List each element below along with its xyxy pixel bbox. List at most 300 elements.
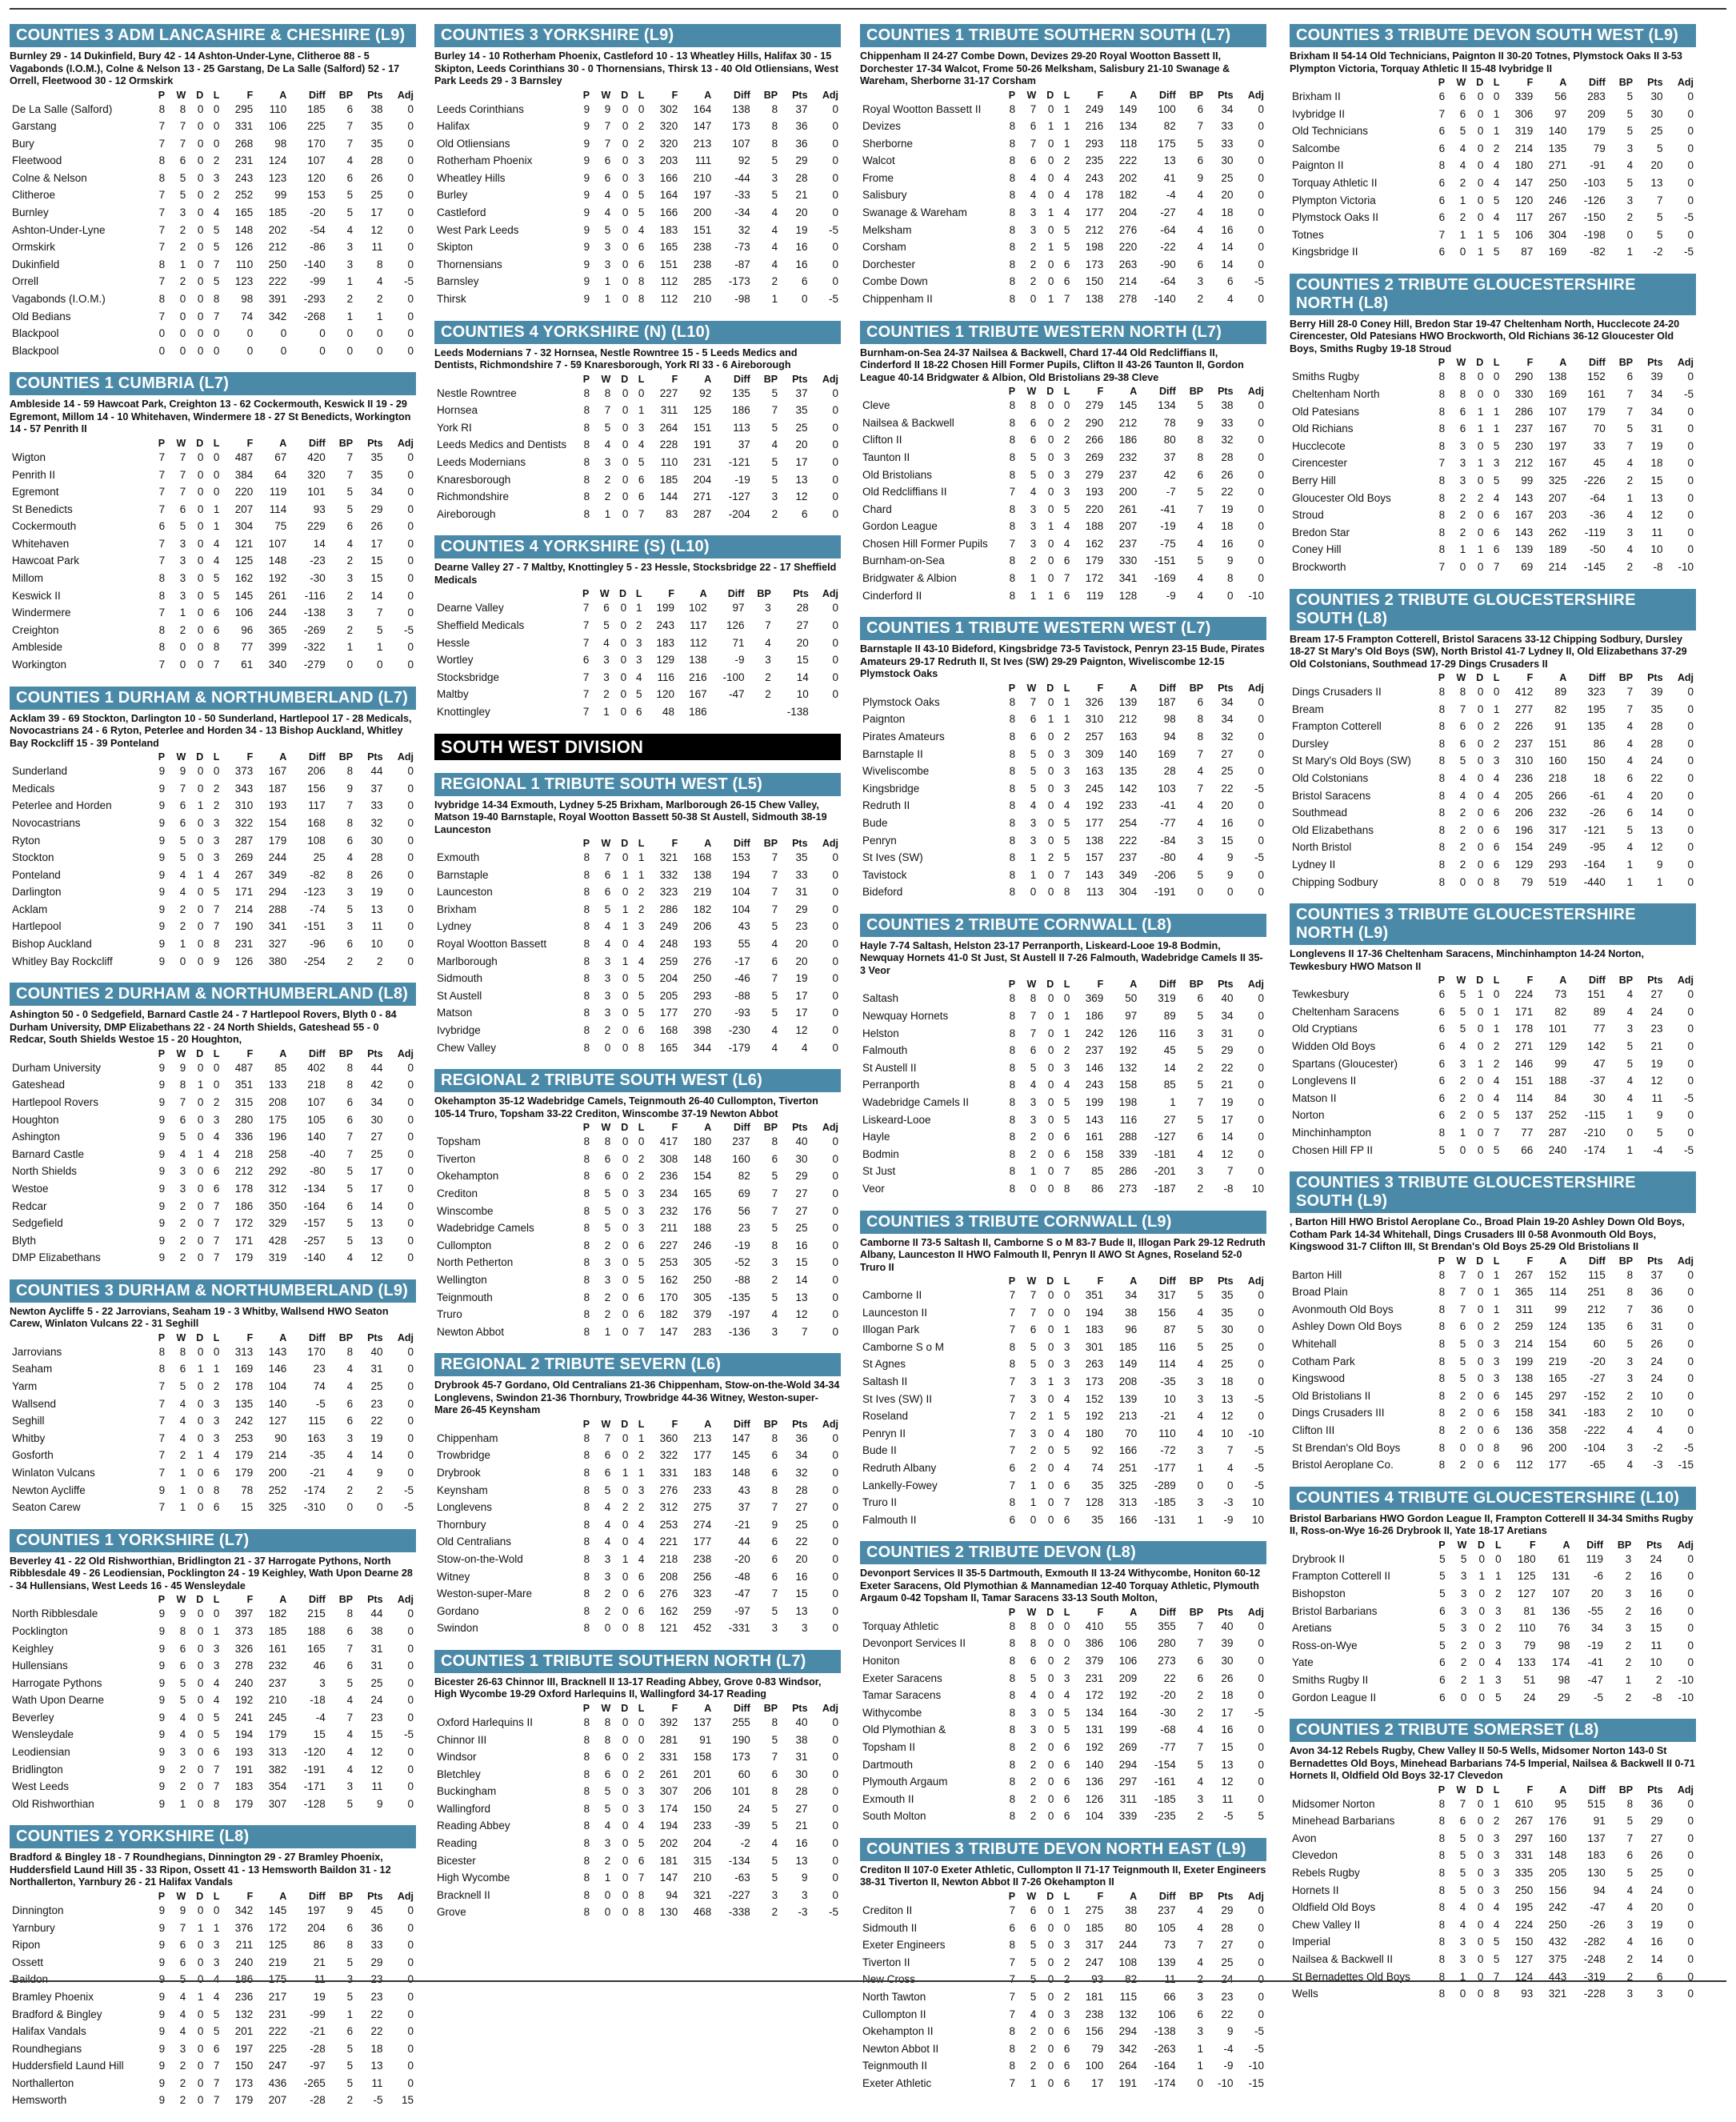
stat-cell: 0 bbox=[407, 799, 414, 812]
stat-cell: 8 bbox=[1009, 502, 1016, 515]
stat-cell: 1 bbox=[1459, 228, 1466, 241]
stat-cell: 17 bbox=[795, 989, 808, 1002]
stat-cell: 138 bbox=[1514, 1372, 1534, 1385]
stat-cell: 0 bbox=[1063, 1620, 1070, 1632]
stat-cell: 9 bbox=[158, 1694, 166, 1707]
stat-cell: 2 bbox=[771, 1273, 778, 1286]
table-row bbox=[1290, 106, 1696, 123]
table-row bbox=[434, 273, 841, 290]
table-row bbox=[860, 118, 1266, 135]
stat-cell: 2 bbox=[377, 1483, 383, 1496]
stat-cell: 7 bbox=[1009, 1375, 1016, 1387]
stat-cell: 9 bbox=[377, 1797, 383, 1810]
stat-cell: 138 bbox=[693, 868, 712, 881]
team-name: West Leeds bbox=[12, 1780, 70, 1793]
column-header: BP bbox=[763, 373, 778, 385]
stat-cell: 7 bbox=[1626, 405, 1634, 418]
stat-cell: 4 bbox=[1197, 1776, 1204, 1788]
stat-cell: 0 bbox=[1477, 1988, 1484, 2000]
column-header: L bbox=[638, 1122, 645, 1134]
stat-cell: 167 bbox=[268, 765, 287, 778]
stat-cell: 183 bbox=[1587, 1849, 1606, 1862]
stat-cell: 7 bbox=[158, 607, 166, 619]
stat-cell: 4 bbox=[1493, 159, 1500, 172]
stat-cell: 0 bbox=[638, 386, 645, 399]
stat-cell: 3 bbox=[1063, 747, 1070, 760]
stat-cell: 2 bbox=[1493, 1057, 1500, 1070]
stat-cell: 39 bbox=[1650, 370, 1663, 383]
stat-cell: 3 bbox=[179, 572, 186, 585]
stat-cell: 0 bbox=[1478, 1639, 1486, 1652]
stat-cell: -5 bbox=[403, 1728, 414, 1741]
stat-cell: 0 bbox=[622, 1820, 629, 1832]
stat-cell: 231 bbox=[234, 938, 254, 951]
league-block bbox=[10, 1825, 416, 2109]
stat-cell: 1 bbox=[1477, 422, 1484, 435]
stat-cell: 9 bbox=[158, 782, 166, 795]
stat-cell: 6 bbox=[638, 1239, 645, 1251]
column-3 bbox=[860, 24, 1266, 2104]
stat-cell: 3 bbox=[346, 241, 354, 254]
stat-cell: 0 bbox=[1197, 1479, 1204, 1491]
table-row bbox=[1290, 209, 1696, 226]
stat-cell: 200 bbox=[1548, 1441, 1567, 1454]
column-header: L bbox=[1063, 1606, 1070, 1618]
stat-cell: 6 bbox=[1459, 720, 1466, 733]
stat-cell: 7 bbox=[213, 1763, 220, 1776]
stat-cell: 128 bbox=[1118, 589, 1138, 602]
stat-cell: 247 bbox=[1085, 1956, 1104, 1968]
stat-cell: 0 bbox=[1687, 1918, 1694, 1931]
team-name: Kingsbridge II bbox=[1292, 246, 1358, 258]
stat-cell: 9 bbox=[158, 1217, 166, 1230]
stat-cell: 29 bbox=[1221, 1044, 1234, 1057]
stat-cell: 0 bbox=[638, 102, 645, 115]
stat-cell: 6 bbox=[638, 490, 645, 503]
stat-cell: 6 bbox=[771, 1466, 778, 1479]
stat-cell: 3 bbox=[213, 816, 220, 829]
stat-cell: 8 bbox=[583, 1041, 590, 1054]
stat-cell: 0 bbox=[1477, 142, 1484, 154]
team-name: Okehampton bbox=[437, 1170, 499, 1183]
stat-cell: 186 bbox=[732, 404, 750, 417]
column-header: Adj bbox=[822, 1702, 838, 1714]
stat-cell: 5 bbox=[1460, 1552, 1467, 1565]
stat-cell: 5 bbox=[771, 989, 778, 1002]
stat-cell: 104 bbox=[732, 886, 750, 899]
stat-cell: 3 bbox=[179, 206, 186, 219]
stat-cell: 0 bbox=[622, 1535, 629, 1548]
stat-cell: 5 bbox=[1626, 1815, 1634, 1828]
league-title: COUNTIES 2 DURHAM & NORTHUMBERLAND (L8) bbox=[10, 983, 416, 1006]
stat-cell: 205 bbox=[659, 989, 678, 1002]
stat-cell: 358 bbox=[1548, 1423, 1567, 1436]
column-header: BP bbox=[763, 838, 778, 850]
stat-cell: 43 bbox=[738, 920, 750, 933]
stat-cell: 4 bbox=[1626, 509, 1634, 522]
stat-cell: 0 bbox=[622, 1222, 629, 1235]
stat-cell: 20 bbox=[1221, 799, 1234, 812]
stat-cell: 1 bbox=[213, 1921, 220, 1934]
stat-cell: 5 bbox=[179, 851, 186, 864]
stat-cell: 0 bbox=[1258, 258, 1264, 270]
stat-cell: 4 bbox=[1030, 486, 1037, 498]
stat-cell: 7 bbox=[346, 1642, 354, 1655]
stat-cell: 245 bbox=[1085, 782, 1104, 795]
stat-cell: 4 bbox=[179, 1147, 186, 1160]
stat-cell: 0 bbox=[1047, 1956, 1054, 1968]
stat-cell: 3 bbox=[1063, 1672, 1070, 1684]
stat-cell: 4 bbox=[604, 1535, 611, 1548]
stat-cell: 2 bbox=[1459, 1423, 1466, 1436]
stat-cell: 278 bbox=[1118, 293, 1138, 306]
stat-cell: 4 bbox=[213, 1676, 220, 1689]
stat-cell: 101 bbox=[732, 1785, 750, 1798]
table-row bbox=[1290, 1654, 1696, 1672]
stat-cell: 0 bbox=[1258, 1306, 1264, 1319]
table-row bbox=[1290, 683, 1696, 701]
stat-cell: 0 bbox=[407, 206, 414, 219]
stat-cell: 0 bbox=[832, 1273, 838, 1286]
stat-cell: 7 bbox=[771, 972, 778, 985]
stat-cell: 83 bbox=[666, 507, 678, 520]
stat-cell: 7 bbox=[802, 1325, 808, 1338]
stat-cell: -226 bbox=[1583, 474, 1606, 486]
stat-cell: 1 bbox=[1459, 1970, 1466, 1983]
stat-cell: 123 bbox=[268, 171, 287, 184]
team-name: South Molton bbox=[862, 1810, 926, 1823]
header-blank bbox=[10, 90, 150, 101]
stat-cell: 138 bbox=[732, 102, 750, 115]
stat-cell: 0 bbox=[197, 2076, 204, 2089]
stat-cell: 26 bbox=[370, 868, 383, 881]
stat-cell: 0 bbox=[197, 154, 204, 167]
stat-cell: 2 bbox=[1197, 1706, 1204, 1719]
table-row bbox=[1290, 1985, 1696, 2003]
stat-cell: 4 bbox=[213, 537, 220, 550]
stat-cell: 0 bbox=[407, 1095, 414, 1108]
stat-cell: 5 bbox=[1030, 1340, 1037, 1353]
table-row bbox=[10, 1640, 416, 1658]
stat-cell: 2 bbox=[1460, 1673, 1467, 1686]
team-name: Huddersfield Laund Hill bbox=[12, 2060, 124, 2072]
stat-cell: -191 bbox=[303, 1763, 326, 1776]
table-row bbox=[860, 587, 1266, 605]
stat-cell: 3 bbox=[1626, 142, 1634, 154]
team-name: Old Redcliffians II bbox=[862, 486, 947, 498]
stat-cell: 115 bbox=[1588, 1268, 1606, 1281]
stat-cell: 16 bbox=[1650, 1570, 1662, 1583]
stat-cell: 0 bbox=[407, 241, 414, 254]
stat-cell: 204 bbox=[307, 1921, 326, 1934]
stat-cell: 0 bbox=[1687, 1622, 1694, 1635]
stat-cell: 6 bbox=[1030, 1655, 1037, 1667]
table-row bbox=[1290, 856, 1696, 874]
stat-cell: 125 bbox=[268, 1939, 287, 1952]
table-row bbox=[434, 506, 841, 523]
stat-cell: 92 bbox=[738, 154, 750, 167]
column-header: Adj bbox=[1247, 89, 1264, 101]
stat-cell: 8 bbox=[1438, 159, 1446, 172]
league-block bbox=[860, 914, 1266, 1198]
column-header: F bbox=[246, 751, 254, 763]
stat-cell: 0 bbox=[1460, 1691, 1467, 1704]
stat-cell: -154 bbox=[1154, 1758, 1176, 1771]
table-row bbox=[860, 1007, 1266, 1025]
stat-cell: -20 bbox=[310, 206, 326, 219]
stat-cell: 8 bbox=[1009, 1724, 1016, 1736]
column-header: Diff bbox=[1158, 682, 1176, 694]
column-header: W bbox=[1026, 1275, 1037, 1287]
stat-cell: 2 bbox=[1063, 1655, 1070, 1667]
table-row bbox=[1290, 1620, 1696, 1637]
stat-cell: 106 bbox=[1118, 1637, 1138, 1650]
stat-cell: -91 bbox=[1590, 159, 1606, 172]
league-table bbox=[434, 588, 841, 720]
table-header-row bbox=[434, 90, 841, 101]
stat-cell: 294 bbox=[1118, 1758, 1138, 1771]
stat-cell: 8 bbox=[583, 473, 590, 486]
stat-cell: 4 bbox=[1626, 737, 1634, 750]
stat-cell: 15 bbox=[1650, 1622, 1662, 1635]
column-header: Pts bbox=[792, 1702, 808, 1714]
stat-cell: 0 bbox=[1258, 1921, 1264, 1934]
stat-cell: 6 bbox=[1197, 154, 1204, 167]
stat-cell: 7 bbox=[1438, 107, 1446, 120]
table-row bbox=[10, 2006, 416, 2024]
stat-cell: 27 bbox=[1221, 747, 1234, 760]
team-name: Knaresborough bbox=[437, 473, 511, 486]
stat-cell: 0 bbox=[1687, 1901, 1694, 1914]
team-name: Aireborough bbox=[437, 507, 496, 520]
stat-cell: 6 bbox=[1438, 1005, 1446, 1018]
table-row bbox=[860, 1773, 1266, 1791]
stat-cell: -27 bbox=[1590, 1372, 1606, 1385]
stat-cell: 202 bbox=[268, 223, 287, 236]
league-title: COUNTIES 1 DURHAM & NORTHUMBERLAND (L7) bbox=[10, 687, 416, 710]
team-name: Halifax bbox=[437, 120, 470, 133]
stat-cell: 22 bbox=[1221, 2008, 1234, 2020]
stat-cell: 2 bbox=[1030, 1810, 1037, 1823]
team-name: Ryton bbox=[12, 834, 41, 847]
stat-cell: -171 bbox=[303, 1780, 326, 1793]
stat-cell: 9 bbox=[158, 2008, 166, 2020]
stat-cell: 42 bbox=[370, 1079, 383, 1091]
stat-cell: 3 bbox=[1063, 1939, 1070, 1952]
table-row bbox=[1290, 174, 1696, 192]
stat-cell: 2 bbox=[604, 1291, 611, 1303]
stat-cell: 37 bbox=[795, 102, 808, 115]
stat-cell: 214 bbox=[1514, 1338, 1534, 1350]
stat-cell: 0 bbox=[622, 1837, 629, 1850]
stat-cell: 0 bbox=[832, 851, 838, 864]
stat-cell: 125 bbox=[1518, 1570, 1536, 1583]
table-row bbox=[10, 308, 416, 326]
stat-cell: 5 bbox=[1438, 1143, 1446, 1156]
stat-cell: 2 bbox=[1030, 555, 1037, 567]
stat-cell: 0 bbox=[832, 1733, 838, 1746]
stat-cell: 0 bbox=[213, 765, 220, 778]
league-title: COUNTIES 4 YORKSHIRE (S) (L10) bbox=[434, 535, 841, 559]
table-row bbox=[10, 1726, 416, 1744]
stat-cell: 152 bbox=[1548, 1268, 1567, 1281]
stat-cell: 5 bbox=[1493, 1936, 1500, 1948]
header-blank bbox=[1290, 672, 1430, 683]
stat-cell: 146 bbox=[268, 1363, 287, 1375]
stat-cell: 5 bbox=[213, 2008, 220, 2020]
stat-cell: 384 bbox=[234, 468, 254, 481]
column-header: Diff bbox=[727, 588, 745, 600]
stat-cell: 0 bbox=[407, 1694, 414, 1707]
table-row bbox=[434, 1271, 841, 1289]
stat-cell: 39 bbox=[1221, 1637, 1234, 1650]
stat-cell: 0 bbox=[1477, 1303, 1484, 1315]
stat-cell: -191 bbox=[1154, 886, 1176, 899]
stat-cell: 6 bbox=[1459, 737, 1466, 750]
stat-cell: 319 bbox=[1158, 992, 1176, 1005]
stat-cell: -185 bbox=[1154, 1496, 1176, 1509]
table-row bbox=[434, 1447, 841, 1464]
stat-cell: 5 bbox=[1459, 1372, 1466, 1385]
table-row bbox=[860, 1407, 1266, 1425]
table-row bbox=[1290, 1353, 1696, 1371]
stat-cell: 8 bbox=[1009, 1165, 1016, 1178]
stat-cell: 6 bbox=[638, 241, 645, 254]
stat-cell: 2 bbox=[1063, 1973, 1070, 1986]
table-row bbox=[434, 1620, 841, 1637]
stat-cell: 9 bbox=[1657, 1109, 1663, 1122]
stat-cell: 8 bbox=[1438, 841, 1446, 854]
stat-cell: 0 bbox=[197, 623, 204, 636]
column-header: Diff bbox=[733, 1418, 750, 1430]
stat-cell: 0 bbox=[407, 1624, 414, 1637]
column-header: P bbox=[158, 1890, 166, 1902]
team-name: St Brendan's Old Boys bbox=[1292, 1441, 1401, 1454]
team-name: Chosen Hill Former Pupils bbox=[862, 537, 988, 550]
table-row bbox=[860, 1391, 1266, 1408]
stat-cell: 5 bbox=[346, 1165, 354, 1178]
stat-cell: 4 bbox=[213, 1131, 220, 1143]
stat-cell: 2 bbox=[1495, 1622, 1502, 1635]
stat-cell: 4 bbox=[1197, 241, 1204, 254]
stat-cell: 3 bbox=[1030, 816, 1037, 829]
stat-cell: 139 bbox=[1158, 1956, 1176, 1968]
stat-cell: 14 bbox=[1650, 1952, 1663, 1965]
stat-cell: 8 bbox=[1009, 1655, 1016, 1667]
stat-cell: 188 bbox=[1085, 520, 1104, 533]
stat-cell: 198 bbox=[1118, 1095, 1138, 1108]
stat-cell: -64 bbox=[1590, 491, 1606, 504]
stat-cell: 19 bbox=[1650, 1057, 1663, 1070]
stat-cell: 194 bbox=[659, 1820, 678, 1832]
stat-cell: 78 bbox=[1163, 416, 1176, 429]
table-row bbox=[860, 2057, 1266, 2075]
stat-cell: 2 bbox=[346, 955, 354, 967]
stat-cell: 4 bbox=[771, 1041, 778, 1054]
stat-cell: 342 bbox=[1118, 2042, 1138, 2055]
league-title: COUNTIES 1 TRIBUTE WESTERN WEST (L7) bbox=[860, 617, 1266, 640]
stat-cell: 0 bbox=[1687, 228, 1694, 241]
stat-cell: 7 bbox=[1626, 686, 1634, 699]
team-name: Old Technicians bbox=[1292, 125, 1369, 138]
stat-cell: 25 bbox=[1221, 1340, 1234, 1353]
stat-cell: 7 bbox=[377, 607, 383, 619]
stat-cell: 12 bbox=[795, 1308, 808, 1321]
stat-cell: 0 bbox=[622, 120, 629, 133]
stat-cell: 8 bbox=[1438, 405, 1446, 418]
stat-cell: 19 bbox=[795, 223, 808, 236]
column-header: W bbox=[176, 1890, 186, 1902]
stat-cell: 7 bbox=[582, 671, 590, 683]
stat-cell: 8 bbox=[1438, 1849, 1446, 1862]
stat-cell: 6 bbox=[1493, 526, 1500, 539]
stat-cell: 6 bbox=[604, 868, 611, 881]
stat-cell: 9 bbox=[1227, 2025, 1234, 2038]
stat-cell: 139 bbox=[1118, 695, 1138, 708]
stat-cell: 4 bbox=[1493, 491, 1500, 504]
team-name: Wheatley Hills bbox=[437, 171, 506, 184]
stat-cell: 7 bbox=[179, 120, 186, 133]
stat-cell: 5 bbox=[771, 920, 778, 933]
stat-cell: 8 bbox=[158, 293, 166, 306]
stat-cell: 7 bbox=[1626, 1303, 1634, 1315]
stat-cell: -8 bbox=[1653, 560, 1663, 573]
stat-cell: 319 bbox=[1514, 125, 1534, 138]
results-text: Beverley 41 - 22 Old Rishworthian, Bridlington 21 - 37 Harrogate Pythons, North Ribblesdale 49 - 26 Leodiensian, Pocklington 24 - 19 Keighley, Wath Upon Dearne 28 - 34 Hullensians, West Leeds 16 - 45 Wensleydale bbox=[10, 1555, 413, 1592]
stat-cell: 9 bbox=[158, 1642, 166, 1655]
stat-cell: 0 bbox=[1477, 1849, 1484, 1862]
stat-cell: 108 bbox=[1118, 1956, 1138, 1968]
stat-cell: 137 bbox=[693, 1716, 712, 1728]
league-table bbox=[1290, 1255, 1696, 1474]
stat-cell: 8 bbox=[638, 1888, 645, 1901]
stat-cell: 0 bbox=[1687, 1075, 1694, 1087]
table-row bbox=[860, 763, 1266, 780]
stat-cell: 45 bbox=[1163, 1044, 1176, 1057]
stat-cell: 0 bbox=[1493, 686, 1500, 699]
stat-cell: -5 bbox=[315, 1397, 326, 1410]
table-row bbox=[1290, 787, 1696, 805]
stat-cell: 2 bbox=[213, 1380, 220, 1393]
stat-cell: 1 bbox=[635, 602, 642, 615]
table-row bbox=[434, 1533, 841, 1551]
stat-cell: 192 bbox=[1085, 1740, 1104, 1753]
stat-cell: 0 bbox=[1047, 1939, 1054, 1952]
stat-cell: 7 bbox=[1009, 1427, 1016, 1439]
team-name: Longlevens bbox=[437, 1501, 493, 1514]
stat-cell: 7 bbox=[1493, 560, 1500, 573]
column-header: P bbox=[582, 1122, 590, 1134]
stat-cell: -5 bbox=[1683, 1091, 1694, 1104]
table-row bbox=[860, 204, 1266, 222]
stat-cell: 0 bbox=[622, 1007, 629, 1019]
stat-cell: 293 bbox=[1085, 137, 1104, 150]
team-name: Chosen Hill FP II bbox=[1292, 1143, 1374, 1156]
column-header: BP bbox=[1618, 77, 1634, 88]
table-row bbox=[434, 1219, 841, 1237]
stat-cell: 138 bbox=[1085, 293, 1104, 306]
stat-cell: 0 bbox=[1477, 686, 1484, 699]
stat-cell: 0 bbox=[832, 1308, 838, 1321]
table-row bbox=[860, 990, 1266, 1007]
stat-cell: 0 bbox=[407, 1780, 414, 1793]
stat-cell: 0 bbox=[407, 1363, 414, 1375]
stat-cell: 28 bbox=[796, 602, 809, 615]
header-blank bbox=[860, 1607, 1001, 1618]
stat-cell: 4 bbox=[1197, 816, 1204, 829]
stat-cell: 98 bbox=[241, 293, 254, 306]
stat-cell: 0 bbox=[832, 989, 838, 1002]
